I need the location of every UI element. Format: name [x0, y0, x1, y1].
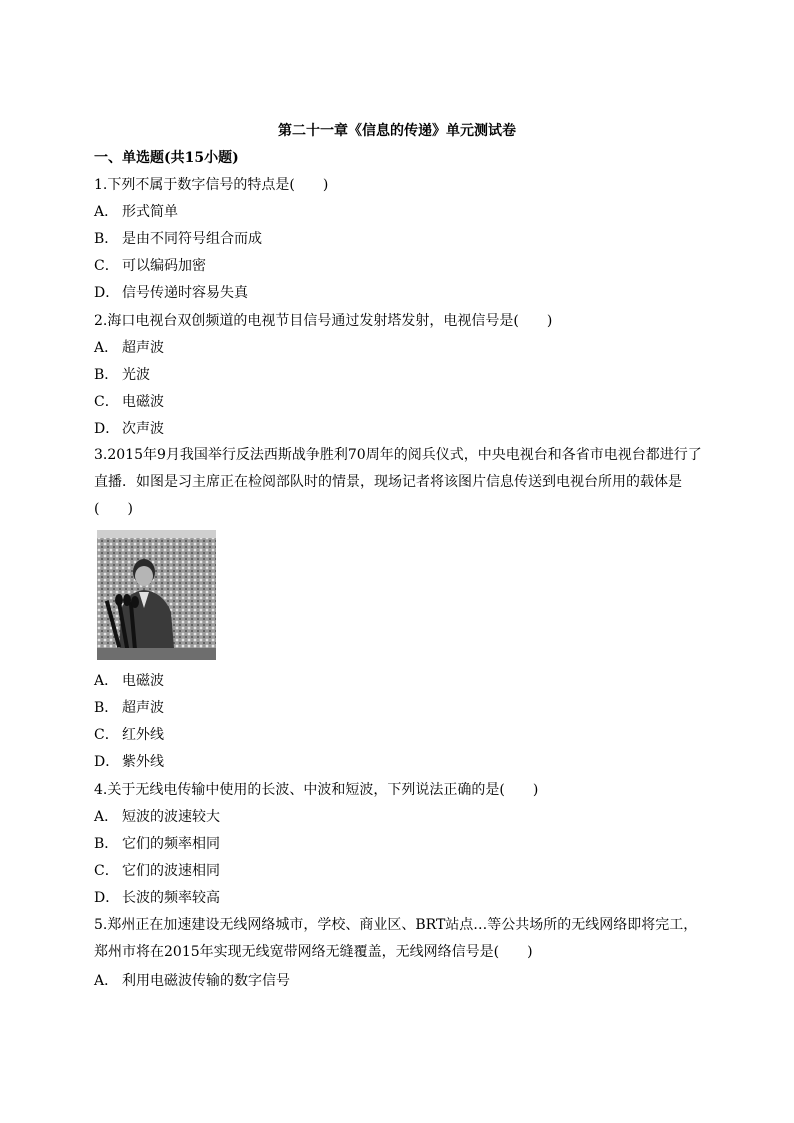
question-1-option-a [94, 202, 178, 222]
option-text: 信号传递时容易失真 [122, 285, 248, 301]
option-letter: C． [94, 863, 119, 879]
option-text: 利用电磁波传输的数字信号 [122, 973, 290, 989]
option-letter: C． [94, 258, 119, 274]
question-2-stem: 2.海口电视台双创频道的电视节目信号通过发射塔发射，电视信号是( ) [94, 313, 553, 329]
question-3-option-b [94, 698, 164, 718]
option-letter: B． [94, 700, 119, 716]
question-1-stem: 1.下列不属于数字信号的特点是( ) [94, 177, 329, 193]
option-text: 超声波 [122, 340, 164, 356]
option-text: 电磁波 [122, 394, 164, 410]
option-letter: A． [94, 973, 119, 989]
question-3-stem: 3.2015年9月我国举行反法西斯战争胜利70周年的阅兵仪式，中央电视台和各省市电视台都进行了直播．如图是习主席正在检阅部队时的情景，现场记者将该图片信息传送到电视台所用的载体是( ) [94, 447, 702, 517]
question-2-option-a [94, 338, 164, 358]
parade-review-photo [97, 530, 216, 660]
option-text: 可以编码加密 [122, 258, 206, 274]
question-5-stem: 5.郑州正在加速建设无线网络城市，学校、商业区、BRT站点…等公共场所的无线网络即将完工，郑州市将在2015年实现无线宽带网络无缝覆盖，无线网络信号是( ) [94, 917, 698, 960]
question-3-option-a [94, 671, 164, 691]
question-3-option-c [94, 725, 164, 745]
option-letter: B． [94, 367, 119, 383]
document-title: 第二十一章《信息的传递》单元测试卷 [278, 123, 516, 139]
option-letter: A． [94, 204, 119, 220]
option-letter: C． [94, 394, 119, 410]
option-text: 超声波 [122, 700, 164, 716]
option-letter: B． [94, 836, 119, 852]
option-letter: A． [94, 809, 119, 825]
option-letter: D． [94, 754, 120, 770]
option-text: 它们的频率相同 [122, 836, 220, 852]
option-text: 次声波 [122, 421, 164, 437]
question-4-option-d [94, 888, 220, 908]
question-4-option-a [94, 807, 220, 827]
question-5-option-a [94, 971, 290, 991]
option-text: 它们的波速相同 [122, 863, 220, 879]
question-2-option-c [94, 392, 164, 412]
option-text: 紫外线 [122, 754, 164, 770]
question-4-option-b [94, 834, 220, 854]
question-1-option-b [94, 229, 262, 249]
option-text: 电磁波 [122, 673, 164, 689]
option-letter: D． [94, 285, 120, 301]
option-text: 是由不同符号组合而成 [122, 231, 262, 247]
question-4-option-c [94, 861, 220, 881]
option-letter: D． [94, 890, 120, 906]
question-3-option-d [94, 752, 164, 772]
option-text: 红外线 [122, 727, 164, 743]
question-2-option-d [94, 419, 164, 439]
option-letter: D． [94, 421, 120, 437]
section-heading: 一、单选题(共15小题) [94, 150, 239, 166]
question-4-stem: 4.关于无线电传输中使用的长波、中波和短波，下列说法正确的是( ) [94, 782, 539, 798]
option-letter: C． [94, 727, 119, 743]
question-2-option-b [94, 365, 150, 385]
parade-photo-illustration [97, 530, 216, 660]
option-text: 长波的频率较高 [122, 890, 220, 906]
option-text: 短波的波速较大 [122, 809, 220, 825]
option-letter: A． [94, 673, 119, 689]
question-1-option-c [94, 256, 206, 276]
option-text: 形式简单 [122, 204, 178, 220]
option-letter: A． [94, 340, 119, 356]
option-letter: B． [94, 231, 119, 247]
question-1-option-d [94, 283, 248, 303]
option-text: 光波 [122, 367, 150, 383]
